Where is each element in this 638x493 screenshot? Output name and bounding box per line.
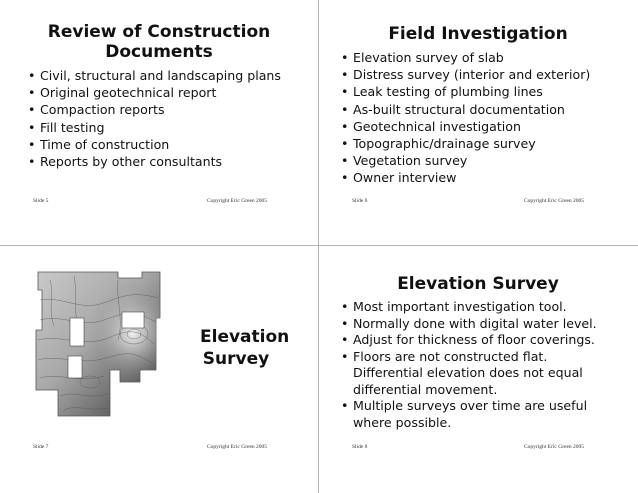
slide-title: Field Investigation xyxy=(388,24,568,44)
slide-7 xyxy=(0,246,318,491)
list-item: • Reports by other consultants xyxy=(26,153,281,170)
slide-number: Slide 5 xyxy=(33,198,49,204)
list-item: • Geotechnical investigation xyxy=(339,118,590,135)
list-item: • Civil, structural and landscaping plans xyxy=(26,67,281,84)
slide-number: Slide 6 xyxy=(352,198,368,204)
copyright: Copyright Eric Green 2005 xyxy=(207,444,268,450)
list-item: • Normally done with digital water level. xyxy=(339,316,601,333)
slide-title: Review of Construction Documents xyxy=(47,22,271,62)
list-item: • Distress survey (interior and exterior) xyxy=(339,66,590,83)
copyright: Copyright Eric Green 2005 xyxy=(524,198,585,204)
slide-6 xyxy=(319,0,637,245)
list-item: • Vegetation survey xyxy=(339,152,590,169)
slide-number: Slide 8 xyxy=(352,444,368,450)
list-item: • Time of construction xyxy=(26,136,281,153)
bullet-list xyxy=(339,299,601,431)
list-item: • Most important investigation tool. xyxy=(339,299,601,316)
list-item: • Fill testing xyxy=(26,119,281,136)
bullet-list xyxy=(339,49,590,187)
list-item: • Adjust for thickness of floor coverings. xyxy=(339,332,601,349)
list-item: • Original geotechnical report xyxy=(26,84,281,101)
list-item: • Multiple surveys over time are useful where possible. xyxy=(339,398,601,431)
list-item: • Owner interview xyxy=(339,169,590,186)
list-item: • Compaction reports xyxy=(26,101,281,118)
slide-title: Elevation Survey xyxy=(397,274,559,294)
slide-title: Elevation Survey xyxy=(200,327,290,369)
list-item: • As-built structural documentation xyxy=(339,101,590,118)
slide-5 xyxy=(0,0,318,245)
list-item: • Floors are not constructed flat. Differential elevation does not equal differential movement. xyxy=(339,349,601,399)
list-item: • Elevation survey of slab xyxy=(339,49,590,66)
elevation-contour-map xyxy=(30,270,188,418)
list-item: • Topographic/drainage survey xyxy=(339,135,590,152)
bullet-list xyxy=(26,67,281,170)
copyright: Copyright Eric Green 2005 xyxy=(524,444,585,450)
list-item: • Leak testing of plumbing lines xyxy=(339,83,590,100)
copyright: Copyright Eric Green 2005 xyxy=(207,198,268,204)
slide-8 xyxy=(319,246,637,491)
slide-number: Slide 7 xyxy=(33,444,49,450)
